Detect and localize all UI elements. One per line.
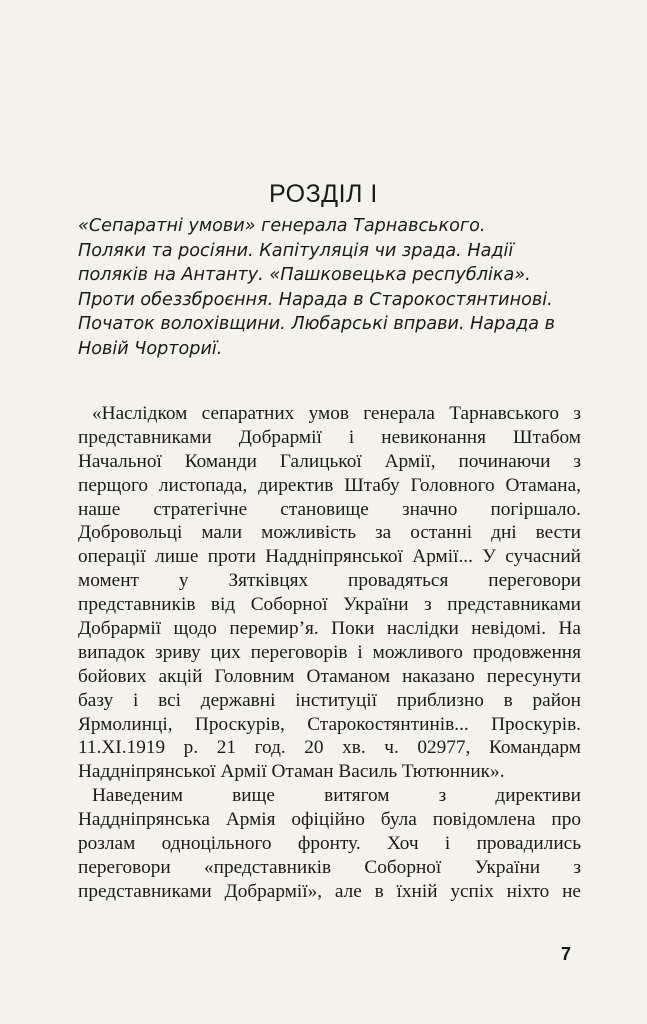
summary-line: «Сепаратні умови» генерала Тарнавського. [78, 216, 486, 236]
paragraph-commentary [78, 784, 581, 903]
text-line: 11.XI.1919 р. 21 год. 20 хв. ч. 02977, Командарм [78, 737, 581, 759]
text-line: розлам одноцільного фронту. Хоч і провадились [78, 833, 581, 855]
text-line: базу і всі державні інституції приблизно в район [78, 689, 581, 711]
text-line: представників від Соборної України з представниками [78, 594, 581, 616]
text-line: Ярмолинці, Проскурів, Старокостянтинів... Проскурів. [78, 713, 581, 735]
body-text [78, 402, 581, 904]
text-line: момент у Зятківцях провадяться переговори [78, 570, 581, 592]
chapter-title: РОЗДІЛ І [269, 180, 378, 208]
text-line: Наддніпрянської Армії Отаман Василь Тютюнник». [78, 761, 505, 783]
paragraph-quote [78, 402, 581, 784]
text-line: переговори «представників Соборної України з [78, 856, 581, 878]
summary-line: Поляки та росіяни. Капітуляція чи зрада. Надії [78, 240, 514, 261]
text-line: перщого листопада, директив Штабу Головного Отамана, [78, 474, 581, 496]
text-line: Наддніпрянська Армія офіційно була повідомлена про [78, 809, 581, 831]
text-line: операції лише проти Наддніпрянської Армії... У сучасний [78, 546, 581, 568]
text-line: Начальної Команди Галицької Армії, починаючи з [78, 450, 581, 472]
text-line: Наведеним вище витягом з директиви [92, 785, 581, 807]
summary-line: Новій Чорториї. [78, 338, 223, 359]
text-line: Добровольці мали можливість за останні дні вести [78, 522, 581, 544]
chapter-summary [78, 214, 581, 362]
text-line: представниками Добрармії і невиконання Штабом [78, 426, 581, 448]
summary-line: поляків на Антанту. «Пашковецька республіка». [78, 265, 531, 286]
text-line: наше стратегічне становище значно погіршало. [78, 498, 581, 520]
text-line: «Наслідком сепаратних умов генерала Тарнавського з [92, 403, 581, 424]
text-line: представниками Добрармії», але в їхній успіх ніхто не [78, 880, 581, 902]
text-line: бойових акцій Головним Отаманом наказано пересунути [78, 665, 581, 687]
text-line: випадок зриву цих переговорів і можливого продовження [78, 641, 581, 663]
summary-line: Проти обеззброєння. Нарада в Старокостянтинові. [78, 289, 553, 310]
summary-line: Початок волохівщини. Любарські вправи. Нарада в [78, 314, 556, 335]
page-number: 7 [561, 944, 572, 964]
text-line: Добрармії щодо перемир’я. Поки наслідки невідомі. На [78, 618, 581, 640]
